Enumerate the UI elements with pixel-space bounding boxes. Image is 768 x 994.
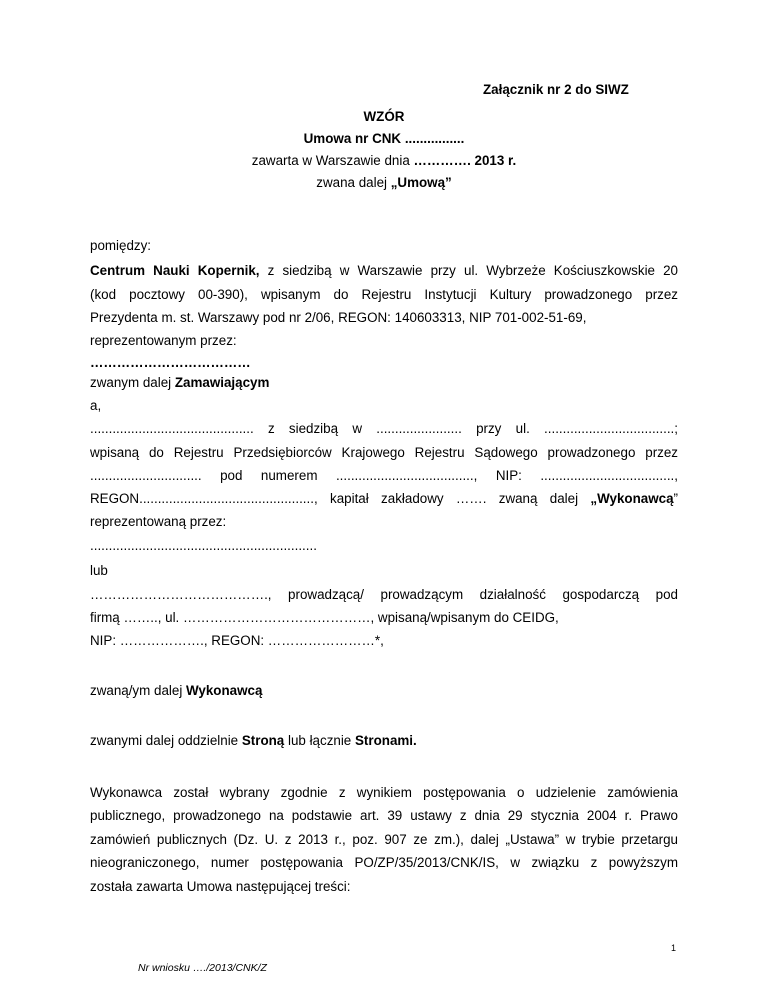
parties-together-line bbox=[90, 733, 417, 748]
contractor-line-4-prefix: REGON..............................................., kapitał zakładowy ……. zwaną dalej bbox=[90, 491, 591, 506]
concluded-line bbox=[0, 153, 768, 168]
concluded-prefix: zawarta w Warszawie dnia bbox=[251, 153, 414, 168]
together-mid: lub łącznie bbox=[284, 733, 355, 748]
contractor-label: Wykonawcą bbox=[186, 683, 263, 698]
parties-term: Stronami. bbox=[354, 733, 417, 748]
application-number: Nr wniosku …./2013/CNK/Z bbox=[138, 962, 267, 974]
contractor-line-2: wpisaną do Rejestru Przedsiębiorców Krajowego Rejestru Sądowego prowadzonego przez bbox=[90, 445, 678, 460]
representative-dots: ……………………………… bbox=[90, 355, 251, 370]
concluded-date: …………. 2013 r. bbox=[413, 153, 517, 168]
cnk-line-3: Prezydenta m. st. Warszawy pod nr 2/06, REGON: 140603313, NIP 701-002-51-69, bbox=[90, 310, 587, 325]
ordering-party-name: Zamawiającym bbox=[174, 375, 270, 390]
attachment-label: Załącznik nr 2 do SIWZ bbox=[483, 82, 629, 97]
intro-line-5: została zawarta Umowa następującej treści: bbox=[90, 879, 351, 894]
sole-trader-line-2: firmą …….., ul. ……………………………………, wpisaną/wpisanym do CEIDG, bbox=[90, 610, 559, 625]
contractor-representative-dots: ............................................................. bbox=[90, 538, 317, 553]
intro-line-3: zamówień publicznych (Dz. U. z 2013 r., poz. 907 ze zm.), dalej „Ustawa” w trybie przetargu bbox=[90, 832, 678, 847]
called-name: „Umową” bbox=[390, 175, 452, 190]
document-type-title: WZÓR bbox=[363, 109, 405, 124]
cnk-name: Centrum Nauki Kopernik, bbox=[90, 263, 260, 278]
contractor-line-4-suffix: ” bbox=[673, 491, 678, 506]
contractor-line-3: .............................. pod numerem ....................................., NIP: ...................................., bbox=[90, 468, 678, 483]
or-label: lub bbox=[90, 563, 108, 578]
contractor-represented-label: reprezentowaną przez: bbox=[90, 514, 227, 529]
sole-trader-line-3: NIP: ………………., REGON: ……………………*, bbox=[90, 633, 384, 648]
ordering-party-line bbox=[90, 375, 269, 390]
contract-number: Umowa nr CNK ................ bbox=[303, 131, 465, 146]
between-label: pomiędzy: bbox=[90, 238, 152, 253]
page-number: 1 bbox=[671, 943, 677, 953]
intro-line-2: publicznego, prowadzonego na podstawie art. 39 ustawy z dnia 29 stycznia 2004 r. Prawo bbox=[90, 808, 678, 823]
called-contractor-line bbox=[90, 683, 262, 698]
sole-trader-line-1: …………………………………., prowadzącą/ prowadzącym działalność gospodarczą pod bbox=[90, 587, 678, 602]
party-term: Stroną bbox=[241, 733, 285, 748]
contractor-name-quoted: „Wykonawcą bbox=[590, 491, 674, 506]
called-prefix: zwana dalej bbox=[316, 175, 391, 190]
cnk-line-2: (kod pocztowy 00-390), wpisanym do Rejestru Instytucji Kultury prowadzonego przez bbox=[90, 287, 678, 302]
intro-line-4: nieograniczonego, numer postępowania PO/ZP/35/2013/CNK/IS, w związku z powyższym bbox=[90, 855, 678, 870]
cnk-line-1 bbox=[90, 263, 678, 278]
called-contractor-prefix: zwaną/ym dalej bbox=[90, 683, 187, 698]
represented-label: reprezentowanym przez: bbox=[90, 333, 237, 348]
intro-line-1: Wykonawca został wybrany zgodnie z wynikiem postępowania o udzielenie zamówienia bbox=[90, 785, 678, 800]
together-prefix: zwanymi dalej oddzielnie bbox=[90, 733, 242, 748]
contractor-line-1: ............................................ z siedzibą w ....................... przy ul. ...................................; bbox=[90, 421, 678, 436]
contractor-line-4 bbox=[90, 491, 678, 506]
ordering-party-prefix: zwanym dalej bbox=[90, 375, 175, 390]
called-line bbox=[0, 175, 768, 190]
cnk-line-1-text: z siedzibą w Warszawie przy ul. Wybrzeże Kościuszkowskie 20 bbox=[259, 263, 679, 278]
and-label: a, bbox=[90, 398, 102, 413]
